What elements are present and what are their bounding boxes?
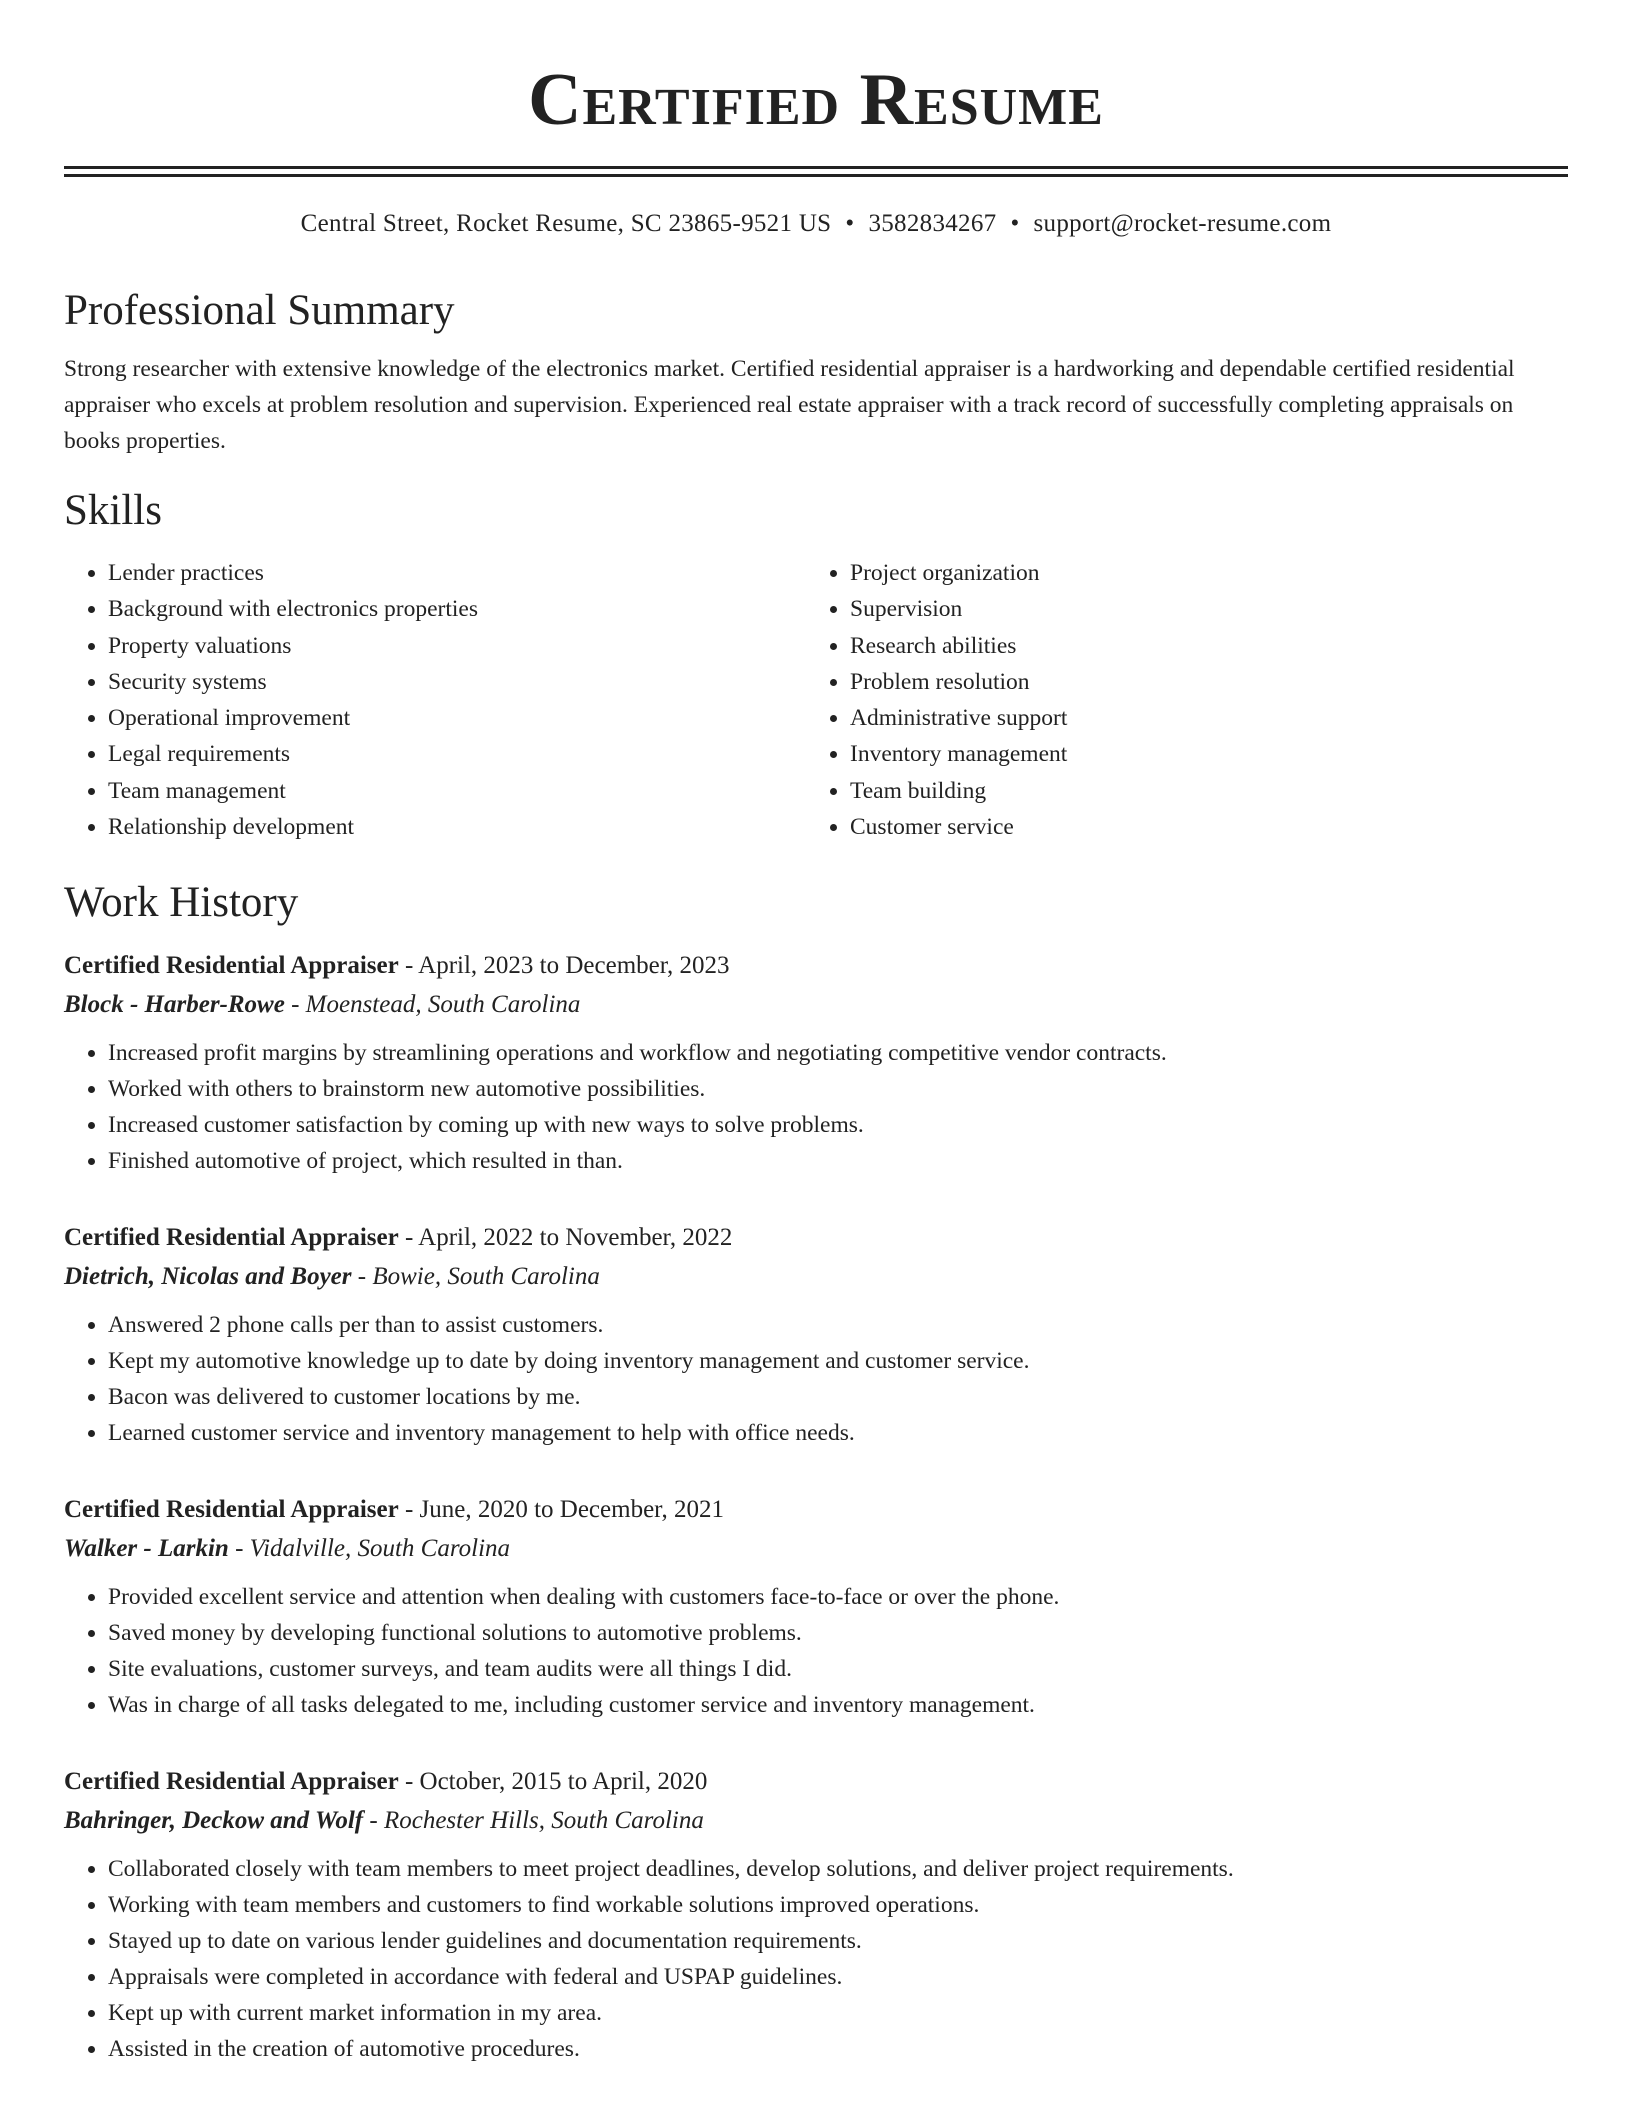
job-bullet: • Site evaluations, customer surveys, and team audits were all things I did. [108,1651,1568,1687]
job-bullet: • Increased customer satisfaction by coming up with new ways to solve problems. [108,1107,1568,1143]
job-dates: - April, 2022 to November, 2022 [398,1224,733,1252]
contact-phone: 3582834267 [868,210,997,237]
job-bullets [64,1035,1568,1179]
job-role: Certified Residential Appraiser [64,952,399,980]
skill-item: • Team management [108,773,806,809]
contact-email: support@rocket-resume.com [1033,210,1332,237]
summary-text: Strong researcher with extensive knowledge of the electronics market. Certified residential appraiser is a hardworking and dependable certified residential appraiser who excels at problem resolution and supervision. Experienced real estate appraiser with a track record of successfully completing appraisals on books properties. [64,356,1515,454]
job-bullet: • Stayed up to date on various lender guidelines and documentation requirements. [108,1923,1568,1959]
job-company-line [64,985,1568,1025]
skill-item: • Customer service [850,809,1548,845]
skill-item: • Problem resolution [850,664,1548,700]
job-bullet: • Finished automotive of project, which resulted in than. [108,1143,1568,1179]
skill-item: • Background with electronics properties [108,591,806,627]
job-bullet: • Appraisals were completed in accordance with federal and USPAP guidelines. [108,1959,1568,1995]
job-role: Certified Residential Appraiser [64,1768,399,1796]
skills-columns [64,555,1568,845]
job-bullet: • Assisted in the creation of automotive procedures. [108,2031,1568,2067]
skill-item: • Administrative support [850,700,1548,736]
job-dates: - April, 2023 to December, 2023 [398,952,730,980]
skill-item: • Project organization [850,555,1548,591]
summary-heading: Professional Summary [64,287,455,334]
job-entry [64,947,1568,1179]
skill-item: • Inventory management [850,736,1548,772]
job-bullet: • Was in charge of all tasks delegated to me, including customer service and inventory management. [108,1687,1568,1723]
job-bullet: • Bacon was delivered to customer locations by me. [108,1379,1568,1415]
skill-item: • Lender practices [108,555,806,591]
job-company-line [64,1257,1568,1297]
job-bullet: • Provided excellent service and attention when dealing with customers face-to-face or over the phone. [108,1579,1568,1615]
skill-item: • Operational improvement [108,700,806,736]
job-bullet: • Saved money by developing functional solutions to automotive problems. [108,1615,1568,1651]
job-bullet: • Answered 2 phone calls per than to assist customers. [108,1307,1568,1343]
job-bullets [64,1851,1568,2067]
skills-list-left [64,555,806,845]
job-company: Dietrich, Nicolas and Boyer [64,1263,352,1291]
job-title-line [64,1491,1568,1529]
job-dates: - October, 2015 to April, 2020 [398,1768,708,1796]
skill-item: • Relationship development [108,809,806,845]
job-dates: - June, 2020 to December, 2021 [398,1496,724,1524]
job-company-line [64,1529,1568,1569]
skill-item: • Team building [850,773,1548,809]
job-bullet: • Kept my automotive knowledge up to date by doing inventory management and customer service. [108,1343,1568,1379]
job-entry [64,1219,1568,1451]
job-entry [64,1491,1568,1723]
job-location: - Moenstead, South Carolina [284,991,581,1019]
job-title-line [64,1219,1568,1257]
job-bullets [64,1579,1568,1723]
job-bullet: • Kept up with current market information in my area. [108,1995,1568,2031]
job-location: - Bowie, South Carolina [351,1263,600,1291]
job-location: - Rochester Hills, South Carolina [363,1807,704,1835]
job-title-line [64,1763,1568,1801]
skill-item: • Security systems [108,664,806,700]
job-bullet: • Increased profit margins by streamlining operations and workflow and negotiating competitive vendor contracts. [108,1035,1568,1071]
skill-item: • Property valuations [108,628,806,664]
job-company: Bahringer, Deckow and Wolf [64,1807,364,1835]
job-entry [64,1763,1568,2067]
skill-item: • Legal requirements [108,736,806,772]
header-double-rule [64,166,1568,177]
contact-address: Central Street, Rocket Resume, SC 23865-9521 US [300,210,832,237]
job-bullet: • Working with team members and customers to find workable solutions improved operations. [108,1887,1568,1923]
job-title-line [64,947,1568,985]
skills-heading: Skills [64,487,162,534]
job-bullets [64,1307,1568,1451]
work-history-heading: Work History [64,879,299,927]
job-role: Certified Residential Appraiser [64,1496,399,1524]
contact-line [64,207,1568,241]
job-company: Block - Harber-Rowe [64,991,285,1019]
resume-name: Certified Resume [528,59,1104,141]
skill-item: • Research abilities [850,628,1548,664]
skill-item: • Supervision [850,591,1548,627]
job-bullet: • Worked with others to brainstorm new automotive possibilities. [108,1071,1568,1107]
job-company-line [64,1801,1568,1841]
job-bullet: • Learned customer service and inventory management to help with office needs. [108,1415,1568,1451]
job-location: - Vidalville, South Carolina [228,1535,511,1563]
job-bullet: • Collaborated closely with team members to meet project deadlines, develop solutions, and deliver project requirements. [108,1851,1568,1887]
contact-separator: • [1010,210,1020,237]
contact-separator: • [845,210,855,237]
job-company: Walker - Larkin [64,1535,229,1563]
job-role: Certified Residential Appraiser [64,1224,399,1252]
skills-list-right [806,555,1548,845]
